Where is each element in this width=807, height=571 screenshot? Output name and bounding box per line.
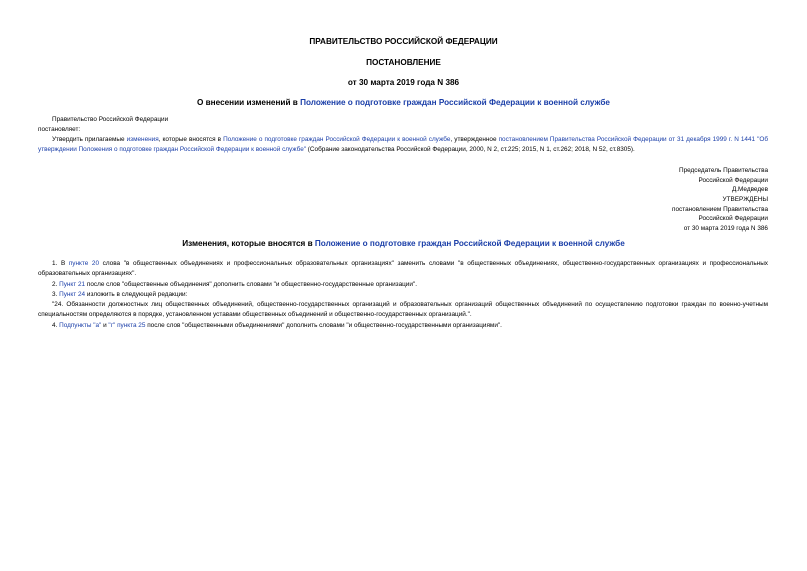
document-title-prefix: О внесении изменений в — [197, 98, 301, 107]
regulation-link-3[interactable]: Положение о подготовке граждан Российской Федерации к военной службе — [314, 239, 625, 248]
approve-text-1: Утвердить прилагаемые — [52, 136, 127, 143]
item-3-number: 3. — [52, 291, 60, 298]
regulation-link-2[interactable]: Положение о подготовке граждан Российской Федерации к военной службе — [223, 136, 451, 143]
approved-title: УТВЕРЖДЕНЫ — [722, 196, 768, 203]
point-20-link[interactable]: пункте 20 — [68, 260, 100, 267]
item-3-text: изложить в следующей редакции: — [85, 291, 188, 298]
org-heading: ПРАВИТЕЛЬСТВО РОССИЙСКОЙ ФЕДЕРАЦИИ — [309, 37, 498, 46]
item-2-text: после слов "общественные объединения" дополнить словами "и общественно-государственные организации". — [85, 281, 417, 288]
signature-name: Д.Медведев — [731, 186, 768, 194]
change-item-3 — [38, 290, 768, 300]
subpoint-a-link[interactable]: Подпункты "а" — [59, 322, 102, 329]
change-item-4 — [38, 321, 768, 331]
change-item-1 — [38, 259, 768, 278]
approve-text-4: (Собрание законодательства Российской Федерации, 2000, N 2, ст.225; 2015, N 1, ст.262; 2018, N 52, ст.8305). — [306, 145, 635, 153]
resolution-1441-link[interactable]: постановлением Правительства Российской Федерации от 31 декабря 1999 г. N 1441 "Об утверждении Положения о подготовке граждан Российской Федерации к военной службе" — [38, 136, 769, 153]
point-21-link[interactable]: Пункт 21 — [59, 281, 86, 288]
approve-text-2: , которые вносятся в — [158, 136, 224, 143]
approved-block — [672, 195, 768, 233]
point-24-link[interactable]: Пункт 24 — [59, 291, 86, 298]
regulation-link[interactable]: Положение о подготовке граждан Российской Федерации к военной службе — [300, 98, 610, 107]
date-number-heading: от 30 марта 2019 года N 386 — [347, 78, 460, 87]
approved-line-3: Российской Федерации — [698, 215, 768, 223]
approved-line-2: постановлением Правительства — [672, 205, 768, 213]
item-4-number: 4. — [52, 322, 60, 329]
changes-title — [0, 239, 807, 249]
item-4-text: после слов "общественными объединениями" дополнить словами "и общественно-государственными организациями". — [145, 322, 502, 329]
signature-block — [679, 166, 768, 195]
signature-org: Российской Федерации — [698, 176, 768, 184]
approve-text-3: , утвержденное — [450, 136, 499, 143]
item-3-quote: "24. Обязанности должностных лиц общественных объединений, общественно-государственных организаций и образовательных организаций общественных объединений по осуществлению подготовки граждан по военно-учетным специальностям определяются в порядке, установленном уставами общественных объединений и общественно-государственных организаций.". — [38, 301, 768, 318]
change-item-2 — [38, 280, 768, 290]
approved-line-4: от 30 марта 2019 года N 386 — [683, 224, 768, 232]
document-title — [0, 98, 807, 108]
changes-link[interactable]: изменения — [126, 136, 159, 143]
doc-type-heading: ПОСТАНОВЛЕНИЕ — [366, 58, 441, 67]
item-1-text: слова "в общественных объединениях и профессиональных образовательных организациях" заменить словами "в общественных объединениях, общественно-государственных организациях и профессиональных образовательных организациях". — [38, 260, 769, 277]
approve-paragraph — [38, 135, 768, 154]
signature-title: Председатель Правительства — [679, 167, 768, 174]
item-4-conjunction: и — [101, 322, 109, 329]
item-1-number: 1. В — [52, 260, 69, 267]
preamble-line-2: постановляет: — [38, 126, 81, 133]
item-2-number: 2. — [52, 281, 60, 288]
preamble-line-1: Правительство Российской Федерации — [52, 116, 169, 123]
changes-title-prefix: Изменения, которые вносятся в — [182, 239, 315, 248]
point-25-link[interactable]: "г" пункта 25 — [108, 322, 146, 329]
